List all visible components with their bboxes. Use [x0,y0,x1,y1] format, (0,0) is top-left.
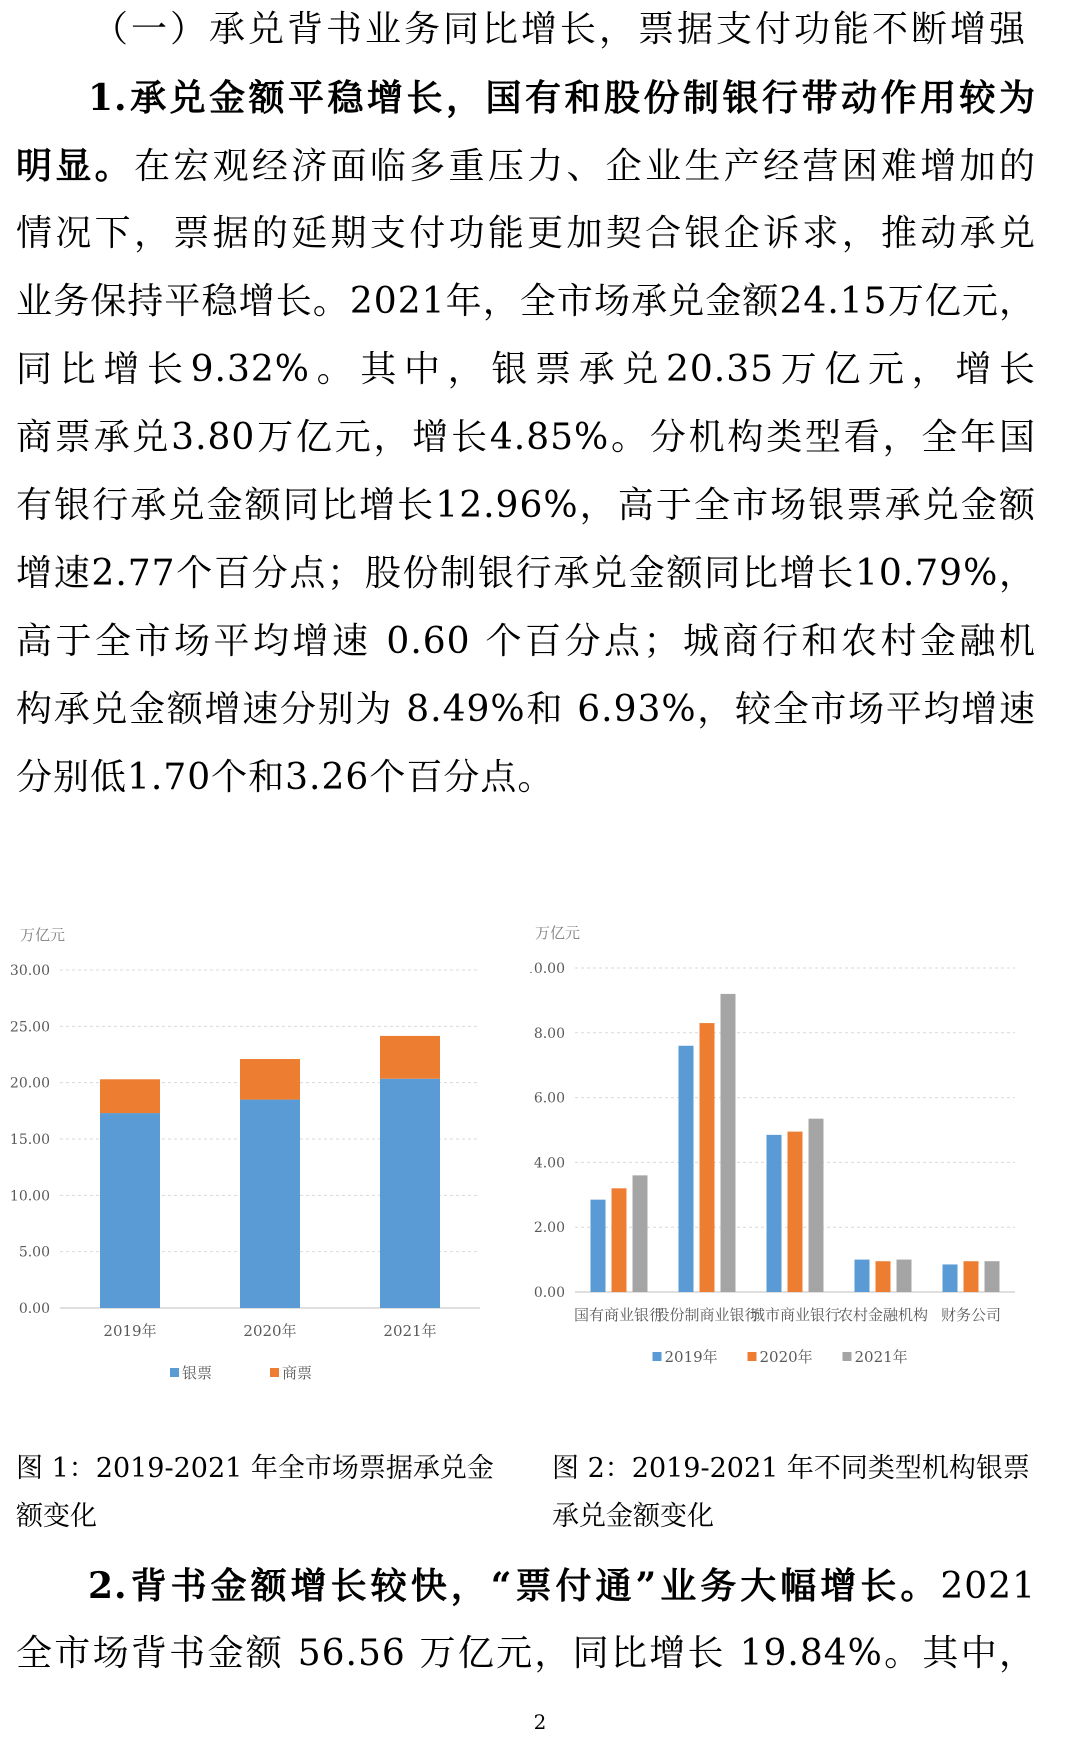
x-tick-label: 2021年 [383,1322,437,1340]
bar-2020年 [788,1132,803,1292]
legend-swatch [748,1352,757,1361]
para1-line-9: 高于全市场平均增速 0.60 个百分点；城商行和农村金融机 [16,621,1036,662]
figure-2-caption [552,1445,1052,1541]
chart-2-svg [530,920,1050,1420]
para1-title-end: 明显。 [16,145,134,187]
bar-2020年 [964,1261,979,1292]
chart-2 [530,920,1050,1420]
bar-2019年 [767,1135,782,1292]
bar-2019年 [591,1200,606,1292]
bar-2021年 [721,994,736,1292]
bar-2019年 [855,1260,870,1292]
legend-label: 2020年 [759,1348,813,1366]
legend-swatch [843,1352,852,1361]
unit-label: 万亿元 [20,926,66,944]
bar-商票 [100,1079,160,1113]
bar-银票 [240,1100,300,1308]
para1-line-2-text: 在宏观经济面临多重压力、企业生产经营困难增加的 [133,146,1036,187]
legend-label: 2021年 [854,1348,908,1366]
legend-swatch [270,1368,279,1377]
y-tick-label: 0.00 [533,1285,565,1301]
figure-2-caption-line1: 图 2：2019-2021 年不同类型机构银票 [552,1453,1030,1484]
para1-line-6: 商票承兑3.80万亿元，增长4.85%。分机构类型看，全年国 [16,417,1036,458]
y-tick-label: 15.00 [10,1132,50,1148]
y-tick-label: 6.00 [533,1090,565,1107]
bar-2021年 [985,1261,1000,1292]
figure-2-caption-line2: 承兑金额变化 [552,1501,714,1532]
bar-2020年 [700,1023,715,1292]
x-tick-label: 国有商业银行 [573,1306,665,1324]
bar-2021年 [633,1175,648,1292]
legend-label: 银票 [182,1364,213,1382]
y-tick-label: 0.00 [18,1301,50,1317]
legend-label: 2019年 [664,1348,718,1366]
para1-line-10: 构承兑金额增速分别为 8.49%和 6.93%，较全市场平均增速 [16,689,1036,730]
para1-line-3: 情况下，票据的延期支付功能更加契合银企诉求，推动承兑 [16,213,1036,254]
para2-title: 2.背书金额增长较快，“票付通”业务大幅增长。 [88,1565,941,1607]
bar-商票 [240,1059,300,1100]
bar-银票 [380,1079,440,1308]
para2-line-2: 全市场背书金额 56.56 万亿元，同比增长 19.84%。其中， [16,1633,1036,1674]
x-tick-label: 2020年 [243,1322,297,1340]
bar-2021年 [809,1119,824,1292]
bar-2019年 [943,1264,958,1292]
para1-title-line: 1.承兑金额平稳增长，国有和股份制银行带动作用较为 [88,77,1036,119]
figure-1-caption-line1: 图 1：2019-2021 年全市场票据承兑金 [16,1453,494,1484]
x-tick-label: 2019年 [103,1322,157,1340]
legend-label: 商票 [282,1364,313,1382]
figure-1-caption-line2: 额变化 [16,1501,97,1532]
para1-line-8: 增速2.77个百分点；股份制银行承兑金额同比增长10.79%， [16,553,1036,594]
y-tick-label: 10.00 [10,1188,50,1205]
legend-swatch [170,1368,179,1377]
page-number: 2 [533,1710,547,1734]
para1-line-4: 业务保持平稳增长。2021年，全市场承兑金额24.15万亿元， [16,281,1036,322]
y-tick-label: 2.00 [533,1220,565,1237]
x-tick-label: 财务公司 [940,1306,1002,1324]
chart-1 [10,920,520,1420]
legend-swatch [653,1352,662,1361]
bar-商票 [380,1036,440,1079]
y-tick-label: 5.00 [18,1244,50,1261]
unit-label: 万亿元 [535,924,581,942]
para1-line-11: 分别低1.70个和3.26个百分点。 [16,757,555,798]
bar-2020年 [876,1261,891,1292]
y-tick-label: 25.00 [10,1019,50,1036]
y-tick-label: 8.00 [533,1025,565,1042]
figure-1-caption [16,1445,516,1541]
bar-2021年 [897,1260,912,1292]
y-tick-label: 4.00 [533,1155,565,1172]
para2-line-1-text: 2021 [940,1566,1036,1607]
bar-2019年 [679,1046,694,1292]
x-tick-label: 城市商业银行 [749,1306,841,1324]
x-tick-label: 农村金融机构 [837,1306,929,1324]
x-tick-label: 股份制商业银行 [654,1306,760,1324]
section-heading: （一）承兑背书业务同比增长，票据支付功能不断增强 [92,9,1029,50]
y-tick-label: 20.00 [10,1075,50,1092]
bar-银票 [100,1113,160,1308]
para2-line-1 [88,1564,1036,1608]
para1-line-2 [16,144,1036,188]
chart-1-svg [10,920,520,1420]
y-tick-label: 30.00 [10,963,50,979]
bar-2020年 [612,1188,627,1292]
y-tick-label: 0.00 [533,961,565,977]
para1-line-7: 有银行承兑金额同比增长12.96%，高于全市场银票承兑金额 [16,485,1036,526]
para1-line-5: 同比增长9.32%。其中，银票承兑20.35万亿元，增长 [16,349,1036,390]
